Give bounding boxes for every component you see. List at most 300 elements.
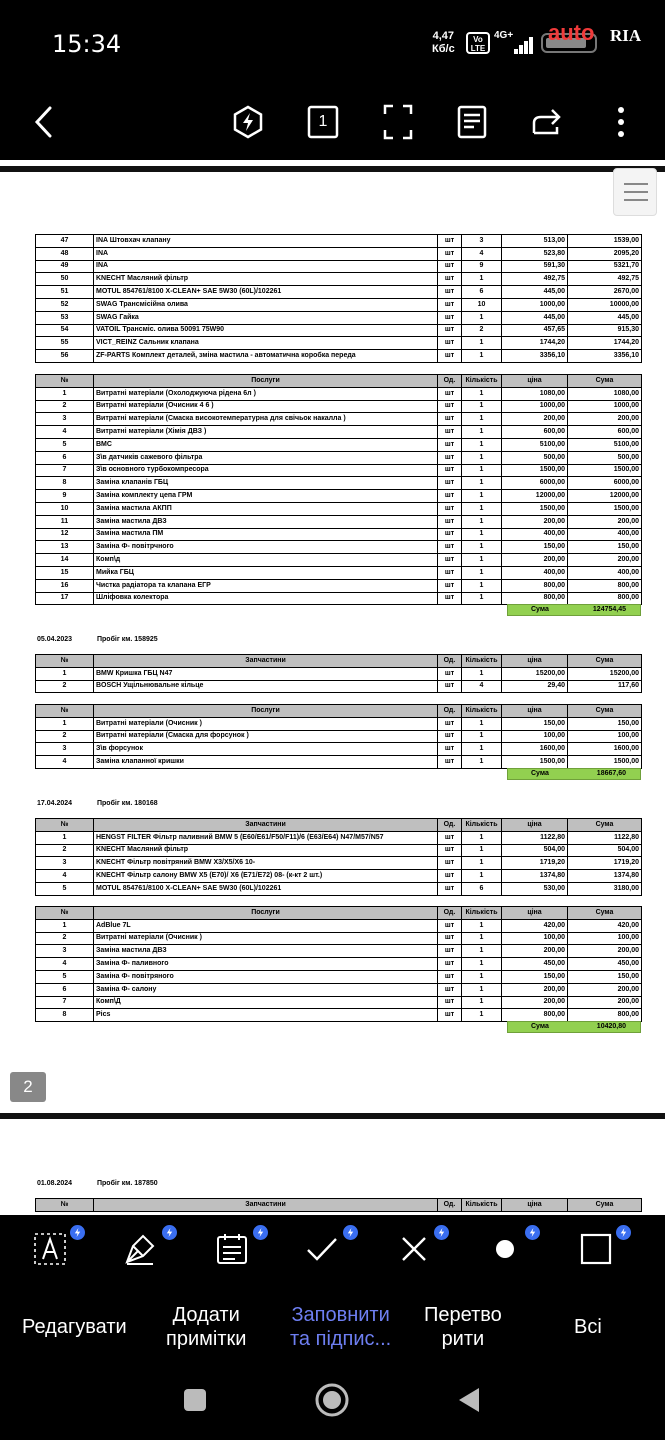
table-cell: 48 bbox=[36, 247, 94, 260]
table-cell: 1 bbox=[462, 919, 502, 932]
table-cell: 1 bbox=[462, 743, 502, 756]
table-cell: шт bbox=[438, 311, 462, 324]
table-cell: шт bbox=[438, 919, 462, 932]
table-cell: 2670,00 bbox=[568, 286, 642, 299]
table-cell: 150,00 bbox=[502, 717, 568, 730]
bottom-tabs bbox=[0, 1287, 665, 1367]
table-cell: 200,00 bbox=[568, 945, 642, 958]
reader-mode-icon[interactable] bbox=[450, 100, 494, 144]
table-cell: 800,00 bbox=[502, 592, 568, 605]
table-cell: 9 bbox=[36, 490, 94, 503]
table-cell: 530,00 bbox=[502, 882, 568, 895]
table-cell: 2095,20 bbox=[568, 247, 642, 260]
sum-row-1: Сума 124754,45 bbox=[507, 604, 641, 616]
table-cell: шт bbox=[438, 958, 462, 971]
table-cell: Чистка радіатора та клапана ЕГР bbox=[94, 579, 438, 592]
table-cell: Заміна клапанів ГБЦ bbox=[94, 477, 438, 490]
services-table-3 bbox=[35, 906, 642, 1022]
table-row bbox=[36, 592, 642, 605]
table-cell: шт bbox=[438, 413, 462, 426]
page-border bbox=[0, 166, 665, 172]
table-cell: 1719,20 bbox=[502, 857, 568, 870]
table-cell: шт bbox=[438, 743, 462, 756]
table-cell: VICT_REINZ Сальник клапана bbox=[94, 337, 438, 350]
table-cell: KNECHT Фільтр салону BMW X5 (E70)/ X6 (E71/E72) 08- (к-кт 2 шт.) bbox=[94, 870, 438, 883]
table-cell: 200,00 bbox=[568, 554, 642, 567]
table-cell: 3 bbox=[36, 857, 94, 870]
table-cell: 1 bbox=[462, 273, 502, 286]
header-cell: Кількість bbox=[462, 705, 502, 718]
table-cell: 1744,20 bbox=[568, 337, 642, 350]
table-cell: 1 bbox=[462, 844, 502, 857]
table-cell: шт bbox=[438, 680, 462, 693]
table-cell: 200,00 bbox=[502, 945, 568, 958]
services-table-1 bbox=[35, 374, 642, 605]
table-cell: 200,00 bbox=[502, 554, 568, 567]
table-cell: шт bbox=[438, 350, 462, 363]
header-cell: ціна bbox=[502, 1199, 568, 1212]
table-cell: шт bbox=[438, 324, 462, 337]
table-cell: 4 bbox=[36, 426, 94, 439]
table-row bbox=[36, 566, 642, 579]
header-cell: № bbox=[36, 1199, 94, 1212]
table-cell: 2 bbox=[36, 844, 94, 857]
table-cell: шт bbox=[438, 844, 462, 857]
table-cell: шт bbox=[438, 528, 462, 541]
header-cell: № bbox=[36, 819, 94, 832]
table-row bbox=[36, 730, 642, 743]
table-cell: шт bbox=[438, 273, 462, 286]
table-row bbox=[36, 831, 642, 844]
table-row bbox=[36, 324, 642, 337]
table-cell: 1 bbox=[462, 554, 502, 567]
table-cell: 1719,20 bbox=[568, 857, 642, 870]
table-cell: 1600,00 bbox=[502, 743, 568, 756]
table-cell: 1 bbox=[462, 857, 502, 870]
table-cell: 6 bbox=[36, 983, 94, 996]
table-cell: Витратні матеріали (Смаска високотемпературна для свічьок накалла ) bbox=[94, 413, 438, 426]
table-cell: 100,00 bbox=[502, 730, 568, 743]
header-cell: Од. bbox=[438, 907, 462, 920]
table-cell: Мийка ГБЦ bbox=[94, 566, 438, 579]
table-cell: 1744,20 bbox=[502, 337, 568, 350]
back-nav-button[interactable] bbox=[456, 1386, 482, 1414]
home-button[interactable] bbox=[314, 1382, 350, 1418]
header-cell: ціна bbox=[502, 907, 568, 920]
table-row bbox=[36, 528, 642, 541]
table-cell: 1 bbox=[462, 870, 502, 883]
header-cell: № bbox=[36, 375, 94, 388]
table-cell: 150,00 bbox=[568, 541, 642, 554]
table-cell: 100,00 bbox=[568, 932, 642, 945]
table-cell: 504,00 bbox=[568, 844, 642, 857]
table-cell: 53 bbox=[36, 311, 94, 324]
table-cell: 1 bbox=[462, 502, 502, 515]
table-cell: Витратні матеріали (Очисник 4 6 ) bbox=[94, 400, 438, 413]
table-cell: Шліфовка колектора bbox=[94, 592, 438, 605]
table-cell: Заміна клапанної кришки bbox=[94, 756, 438, 769]
table-cell: 54 bbox=[36, 324, 94, 337]
table-cell: 1 bbox=[462, 566, 502, 579]
table-cell: 445,00 bbox=[502, 286, 568, 299]
sum-row-3: Сума 10420,80 bbox=[507, 1021, 641, 1033]
table-cell: 5 bbox=[36, 970, 94, 983]
table-row bbox=[36, 919, 642, 932]
share-icon[interactable] bbox=[526, 100, 570, 144]
header-cell: № bbox=[36, 907, 94, 920]
table-cell: 49 bbox=[36, 260, 94, 273]
table-row bbox=[36, 260, 642, 273]
table-row bbox=[36, 451, 642, 464]
ai-badge-icon bbox=[616, 1225, 631, 1240]
header-cell: Сума bbox=[568, 1199, 642, 1212]
table-cell: 445,00 bbox=[568, 311, 642, 324]
table-cell: 1 bbox=[462, 311, 502, 324]
page-separator bbox=[0, 1113, 665, 1119]
sum-row-2: Сума 18667,60 bbox=[507, 768, 641, 780]
table-cell: 1 bbox=[462, 451, 502, 464]
signal-bars-icon bbox=[506, 36, 532, 54]
table-cell: 591,30 bbox=[502, 260, 568, 273]
table-cell: INA bbox=[94, 247, 438, 260]
table-cell: 1 bbox=[462, 438, 502, 451]
more-icon[interactable] bbox=[599, 100, 643, 144]
table-cell: 5 bbox=[36, 438, 94, 451]
table-cell: 4 bbox=[36, 756, 94, 769]
table-cell: 8 bbox=[36, 477, 94, 490]
table-cell: Витратні матеріали (Охолоджуюча рідена 6л ) bbox=[94, 387, 438, 400]
dot-tool-icon[interactable] bbox=[481, 1225, 529, 1273]
table-row bbox=[36, 717, 642, 730]
status-time: 15:34 bbox=[52, 30, 122, 58]
table-cell: 1080,00 bbox=[568, 387, 642, 400]
table-cell: Заміна мастила ДВЗ bbox=[94, 515, 438, 528]
table-cell: 1000,00 bbox=[502, 400, 568, 413]
table-cell: 420,00 bbox=[502, 919, 568, 932]
table-cell: 2 bbox=[36, 400, 94, 413]
header-cell: Сума bbox=[568, 655, 642, 668]
table-cell: 6000,00 bbox=[502, 477, 568, 490]
table-cell: 51 bbox=[36, 286, 94, 299]
parts-table-2 bbox=[35, 654, 642, 693]
table-row bbox=[36, 311, 642, 324]
table-cell: 55 bbox=[36, 337, 94, 350]
check-tool-icon[interactable] bbox=[298, 1225, 346, 1273]
table-cell: INA Штовхач клапану bbox=[94, 235, 438, 248]
table-cell: шт bbox=[438, 831, 462, 844]
table-cell: 450,00 bbox=[502, 958, 568, 971]
table-row bbox=[36, 387, 642, 400]
table-cell: 1 bbox=[36, 667, 94, 680]
table-cell: шт bbox=[438, 235, 462, 248]
header-cell: Сума bbox=[568, 907, 642, 920]
header-cell: Послуги bbox=[94, 705, 438, 718]
table-cell: шт bbox=[438, 945, 462, 958]
watermark-ria: RIA bbox=[610, 26, 642, 45]
table-cell: 500,00 bbox=[502, 451, 568, 464]
table-row bbox=[36, 554, 642, 567]
table-cell: 17 bbox=[36, 592, 94, 605]
table-cell: 6 bbox=[462, 882, 502, 895]
crop-icon[interactable] bbox=[376, 100, 420, 144]
table-cell: шт bbox=[438, 515, 462, 528]
table-header bbox=[36, 375, 642, 388]
header-cell: Сума bbox=[568, 819, 642, 832]
network-type: 4G+ bbox=[494, 30, 514, 41]
table-cell: 492,75 bbox=[502, 273, 568, 286]
table-cell: 800,00 bbox=[502, 1009, 568, 1022]
table-cell: 1500,00 bbox=[502, 502, 568, 515]
table-cell: 1122,80 bbox=[568, 831, 642, 844]
table-cell: 1 bbox=[462, 400, 502, 413]
menu-icon[interactable] bbox=[613, 168, 657, 216]
header-cell: ціна bbox=[502, 705, 568, 718]
tab-all[interactable]: Всі bbox=[574, 1316, 602, 1338]
table-row bbox=[36, 882, 642, 895]
table-cell: 4 bbox=[462, 247, 502, 260]
top-toolbar bbox=[0, 90, 665, 162]
table-row bbox=[36, 756, 642, 769]
table-cell: шт bbox=[438, 756, 462, 769]
table-cell: Заміна Ф- салону bbox=[94, 983, 438, 996]
table-cell: шт bbox=[438, 502, 462, 515]
table-cell: 117,60 bbox=[568, 680, 642, 693]
table-cell: Витратні матеріали (Хімія ДВЗ ) bbox=[94, 426, 438, 439]
header-cell: Кількість bbox=[462, 1199, 502, 1212]
ai-badge-icon bbox=[162, 1225, 177, 1240]
table-row bbox=[36, 541, 642, 554]
table-cell: 445,00 bbox=[502, 311, 568, 324]
back-icon[interactable] bbox=[22, 100, 66, 144]
ai-badge-icon bbox=[434, 1225, 449, 1240]
table-cell: шт bbox=[438, 579, 462, 592]
table-cell: INA bbox=[94, 260, 438, 273]
table-cell: 10 bbox=[462, 298, 502, 311]
table-cell: Витратні матеріали (Очисник ) bbox=[94, 717, 438, 730]
table-cell: 1 bbox=[462, 541, 502, 554]
table-cell: 9 bbox=[462, 260, 502, 273]
header-cell: Запчастини bbox=[94, 819, 438, 832]
table-cell: 1 bbox=[462, 592, 502, 605]
table-row bbox=[36, 932, 642, 945]
table-cell: 500,00 bbox=[568, 451, 642, 464]
parts-table-4 bbox=[35, 1198, 642, 1212]
tab-fill-sign[interactable]: Заповнити та підпис... bbox=[290, 1304, 392, 1350]
page-number-badge: 2 bbox=[10, 1072, 46, 1102]
table-cell: шт bbox=[438, 490, 462, 503]
table-cell: шт bbox=[438, 426, 462, 439]
table-cell: 1 bbox=[462, 945, 502, 958]
table-cell: шт bbox=[438, 541, 462, 554]
table-cell: 1 bbox=[462, 490, 502, 503]
table-cell: шт bbox=[438, 932, 462, 945]
table-cell: 1 bbox=[462, 464, 502, 477]
table-cell: BOSCH Ущільнювальне кільце bbox=[94, 680, 438, 693]
table-cell: 1 bbox=[462, 477, 502, 490]
table-cell: 1 bbox=[36, 387, 94, 400]
table-cell: 200,00 bbox=[502, 413, 568, 426]
table-cell: шт bbox=[438, 996, 462, 1009]
header-cell: Послуги bbox=[94, 375, 438, 388]
table-cell: 3 bbox=[36, 413, 94, 426]
table-cell: 400,00 bbox=[502, 528, 568, 541]
table-cell: шт bbox=[438, 983, 462, 996]
table-cell: 1 bbox=[36, 919, 94, 932]
document-viewer[interactable] bbox=[0, 160, 665, 1215]
table-cell: 3180,00 bbox=[568, 882, 642, 895]
table-cell: 1374,80 bbox=[502, 870, 568, 883]
table-cell: Заміна Ф- повітряного bbox=[94, 970, 438, 983]
table-row bbox=[36, 870, 642, 883]
table-cell: шт bbox=[438, 717, 462, 730]
tab-edit[interactable]: Редагувати bbox=[22, 1316, 127, 1338]
table-header bbox=[36, 1199, 642, 1212]
table-cell: шт bbox=[438, 970, 462, 983]
table-cell: 150,00 bbox=[568, 970, 642, 983]
table-cell: 1 bbox=[462, 426, 502, 439]
table-cell: 200,00 bbox=[568, 996, 642, 1009]
table-cell: 5100,00 bbox=[502, 438, 568, 451]
table-cell: 200,00 bbox=[502, 983, 568, 996]
table-cell: 56 bbox=[36, 350, 94, 363]
pen-tool-icon[interactable] bbox=[116, 1225, 164, 1273]
table-cell: AdBlue 7L bbox=[94, 919, 438, 932]
table-cell: 1374,80 bbox=[568, 870, 642, 883]
header-cell: Послуги bbox=[94, 907, 438, 920]
table-cell: Комп\Д bbox=[94, 996, 438, 1009]
table-cell: шт bbox=[438, 592, 462, 605]
table-cell: 492,75 bbox=[568, 273, 642, 286]
table-cell: 150,00 bbox=[568, 717, 642, 730]
tab-convert[interactable]: Перетво рити bbox=[424, 1304, 502, 1350]
form-tool-icon[interactable] bbox=[208, 1225, 256, 1273]
recents-button[interactable] bbox=[182, 1387, 208, 1413]
table-cell: 1500,00 bbox=[568, 756, 642, 769]
table-cell: 200,00 bbox=[502, 515, 568, 528]
table-row bbox=[36, 680, 642, 693]
table-cell: 200,00 bbox=[502, 996, 568, 1009]
table-cell: 10000,00 bbox=[568, 298, 642, 311]
table-cell: 1 bbox=[462, 579, 502, 592]
table-cell: шт bbox=[438, 387, 462, 400]
table-cell: 3 bbox=[36, 743, 94, 756]
table-cell: 1 bbox=[462, 337, 502, 350]
table-cell: 3 bbox=[36, 945, 94, 958]
header-cell: № bbox=[36, 705, 94, 718]
table-cell: Заміна комплекту цепа ГРМ bbox=[94, 490, 438, 503]
table-row bbox=[36, 743, 642, 756]
table-row bbox=[36, 273, 642, 286]
tab-add-notes[interactable]: Додати примітки bbox=[166, 1304, 247, 1350]
header-cell: ціна bbox=[502, 655, 568, 668]
table-cell: 513,00 bbox=[502, 235, 568, 248]
table-cell: 29,40 bbox=[502, 680, 568, 693]
table-row bbox=[36, 337, 642, 350]
table-cell: шт bbox=[438, 870, 462, 883]
table-cell: 52 bbox=[36, 298, 94, 311]
table-cell: 2 bbox=[462, 324, 502, 337]
table-cell: 1 bbox=[462, 528, 502, 541]
table-cell: 450,00 bbox=[568, 958, 642, 971]
table-cell: 1000,00 bbox=[568, 400, 642, 413]
table-row bbox=[36, 958, 642, 971]
table-cell: 200,00 bbox=[568, 413, 642, 426]
table-row bbox=[36, 235, 642, 248]
ai-badge-icon bbox=[525, 1225, 540, 1240]
table-cell: 504,00 bbox=[502, 844, 568, 857]
status-bar bbox=[0, 0, 665, 90]
table-cell: 1500,00 bbox=[502, 464, 568, 477]
table-cell: 50 bbox=[36, 273, 94, 286]
header-cell: Сума bbox=[568, 375, 642, 388]
table-cell: 1 bbox=[462, 1009, 502, 1022]
table-cell: 1539,00 bbox=[568, 235, 642, 248]
table-cell: Заміна мастила ПМ bbox=[94, 528, 438, 541]
table-row bbox=[36, 350, 642, 363]
table-cell: MOTUL 854761/8100 X-CLEAN+ SAE 5W30 (60L)/102261 bbox=[94, 882, 438, 895]
table-cell: 1 bbox=[462, 515, 502, 528]
table-cell: шт bbox=[438, 438, 462, 451]
table-row bbox=[36, 502, 642, 515]
table-cell: 6 bbox=[462, 286, 502, 299]
table-cell: 1 bbox=[462, 730, 502, 743]
table-cell: SWAG Гайка bbox=[94, 311, 438, 324]
table-cell: 457,65 bbox=[502, 324, 568, 337]
table-cell: 1600,00 bbox=[568, 743, 642, 756]
table-cell: 12 bbox=[36, 528, 94, 541]
table-cell: 4 bbox=[36, 958, 94, 971]
ai-badge-icon bbox=[253, 1225, 268, 1240]
table-cell: 3356,10 bbox=[568, 350, 642, 363]
table-cell: 400,00 bbox=[568, 528, 642, 541]
table-cell: Заміна Ф- повітрчного bbox=[94, 541, 438, 554]
page-number-icon[interactable]: 1 bbox=[301, 100, 345, 144]
table-row bbox=[36, 438, 642, 451]
table-cell: 1500,00 bbox=[568, 464, 642, 477]
table-cell: 13 bbox=[36, 541, 94, 554]
table-cell: 1 bbox=[36, 717, 94, 730]
table-cell: шт bbox=[438, 451, 462, 464]
table-cell: 1 bbox=[462, 756, 502, 769]
table-row bbox=[36, 1009, 642, 1022]
table-cell: З\в датчиків сажевого фільтра bbox=[94, 451, 438, 464]
table-cell: 10 bbox=[36, 502, 94, 515]
table-cell: шт bbox=[438, 857, 462, 870]
table-cell: SWAG Трансмісійна олива bbox=[94, 298, 438, 311]
table-row bbox=[36, 579, 642, 592]
table-cell: 3356,10 bbox=[502, 350, 568, 363]
table-cell: 200,00 bbox=[568, 515, 642, 528]
table-cell: 100,00 bbox=[568, 730, 642, 743]
network-speed: 4,47 Кб/с bbox=[432, 30, 455, 55]
table-cell: шт bbox=[438, 247, 462, 260]
table-cell: 12000,00 bbox=[568, 490, 642, 503]
table-cell: Заміна мастила АКПП bbox=[94, 502, 438, 515]
table-cell: шт bbox=[438, 730, 462, 743]
text-tool-icon[interactable] bbox=[26, 1225, 74, 1273]
table-cell: 150,00 bbox=[502, 541, 568, 554]
ai-icon[interactable] bbox=[226, 100, 270, 144]
table-cell: Pics bbox=[94, 1009, 438, 1022]
table-cell: 1080,00 bbox=[502, 387, 568, 400]
table-cell: 6000,00 bbox=[568, 477, 642, 490]
table-cell: ZF-PARTS Комплект деталей, зміна мастила - автоматична коробка переда bbox=[94, 350, 438, 363]
annotation-tools bbox=[0, 1215, 665, 1287]
header-cell: Кількість bbox=[462, 375, 502, 388]
cross-tool-icon[interactable] bbox=[390, 1225, 438, 1273]
square-tool-icon[interactable] bbox=[572, 1225, 620, 1273]
table-cell: 8 bbox=[36, 1009, 94, 1022]
